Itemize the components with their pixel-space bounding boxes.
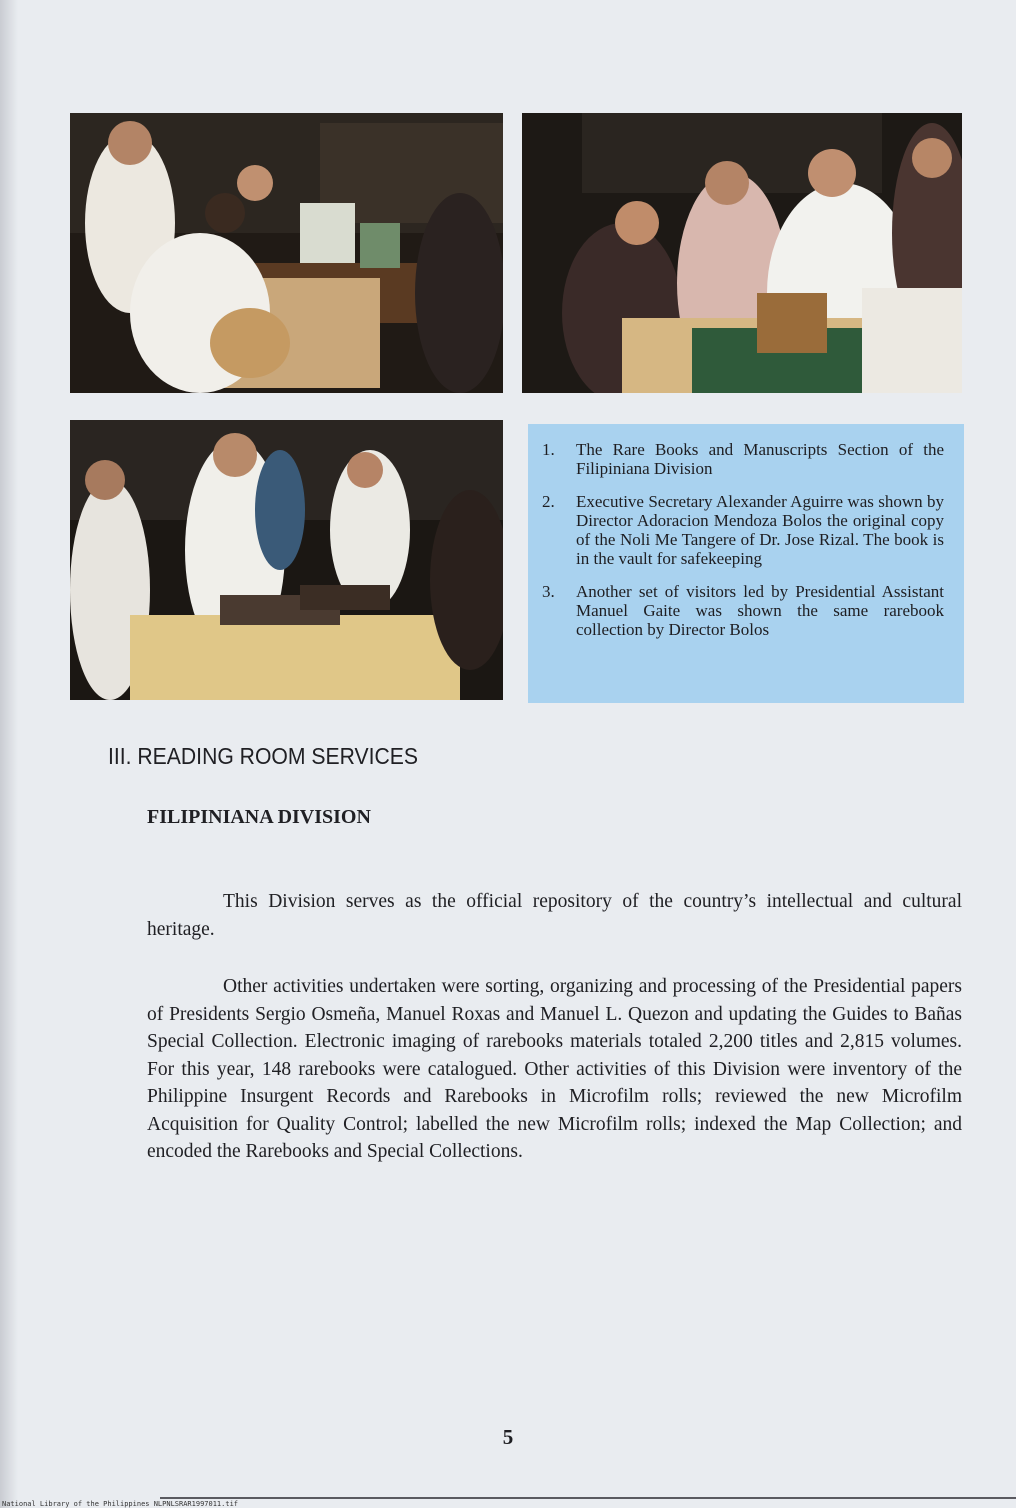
photo-caption-box [528,424,964,703]
caption-item [542,440,944,478]
photo-gaite-visitors [70,420,503,700]
body-paragraph: This Division serves as the official repository of the country’s intellectual and cultural heritage. [147,891,962,940]
bottom-rule [160,1497,1016,1499]
caption-item [542,582,944,639]
caption-number: 1. [542,440,555,459]
photo-rare-books-section [70,113,503,393]
caption-number: 2. [542,492,555,511]
scan-footer-note: National Library of the Philippines NLPNLSRAR1997011.tif [2,1500,239,1508]
page-edge-shadow [0,0,18,1508]
caption-number: 3. [542,582,555,601]
division-subheading: FILIPINIANA DIVISION [147,806,371,828]
section-heading: III. READING ROOM SERVICES [108,743,419,769]
caption-item [542,492,944,568]
caption-text: Executive Secretary Alexander Aguirre was shown by Director Adoracion Mendoza Bolos the original copy of the Noli Me Tangere of Dr. Jose Rizal. The book is in the vault for safekeeping [576,492,944,568]
caption-text: Another set of visitors led by Presidential Assistant Manuel Gaite was shown the same rarebook collection by Director Bolos [576,582,944,639]
photo-noli-me-tangere-viewing [522,113,962,393]
caption-text: The Rare Books and Manuscripts Section of the Filipiniana Division [576,440,944,478]
page-number: 5 [502,1425,514,1449]
body-paragraph: Other activities undertaken were sorting, organizing and processing of the Presidential papers of Presidents Sergio Osmeña, Manuel Roxas and Manuel L. Quezon and updating the Guides to Bañas Special Collection. Electronic imaging of rarebooks materials totaled 2,200 titles and 2,815 volumes. For this year, 148 rarebooks were catalogued. Other activities of this Division were inventory of the Philippine Insurgent Records and Rarebooks in Microfilm rolls; reviewed the new Microfilm Acquisition for Quality Control; labelled the new Microfilm rolls; indexed the Map Collection; and encoded the Rarebooks and Special Collections. [147,976,962,1162]
